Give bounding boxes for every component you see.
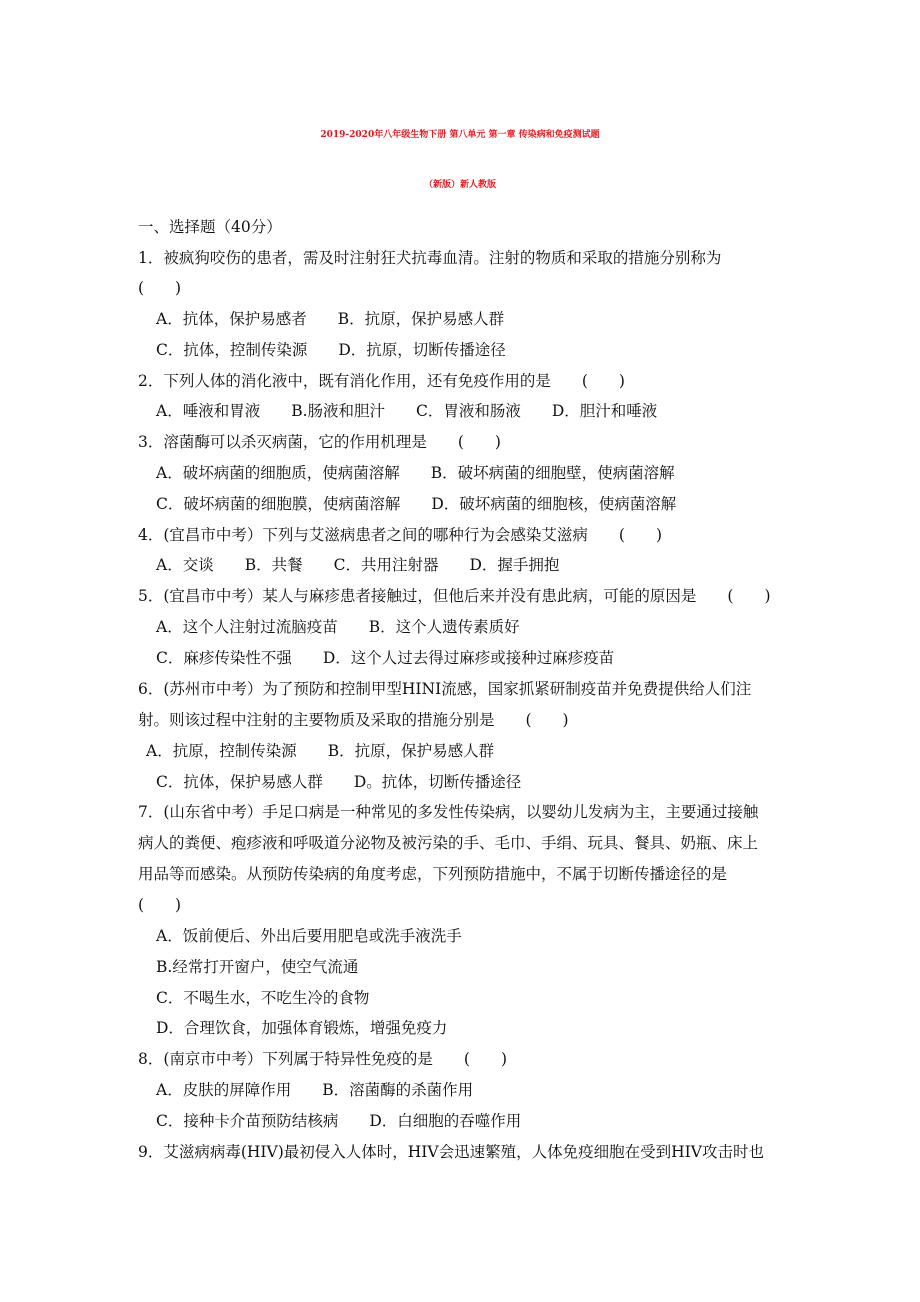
document-title-line-2: （新版）新人教版 [423, 180, 496, 190]
option-line: A．破坏病菌的细胞质，使病菌溶解 B．破坏病菌的细胞壁，使病菌溶解 [156, 464, 675, 482]
question-line: 用品等而感染。从预防传染病的角度考虑，下列预防措施中，不属于切断传播途径的是 [138, 865, 728, 883]
option-line: C．破坏病菌的细胞膜，使病菌溶解 D．破坏病菌的细胞核，使病菌溶解 [156, 495, 677, 513]
question-line: 6．(苏州市中考）为了预防和控制甲型HINI流感，国家抓紧研制疫苗并免费提供给人们注 [138, 680, 752, 698]
document-title-line-1: 2019-2020年八年级生物下册 第八单元 第一章 传染病和免疫测试题 [320, 130, 600, 140]
option-line: A．饭前便后、外出后要用肥皂或洗手液洗手 [156, 927, 462, 945]
option-line: A．这个人注射过流脑疫苗 B．这个人遗传素质好 [156, 618, 520, 636]
option-line: A．抗体，保护易感者 B．抗原，保护易感人群 [156, 310, 505, 328]
question-line: 3．溶菌酶可以杀灭病菌，它的作用机理是 ( ) [138, 433, 501, 451]
option-line: D．合理饮食，加强体育锻炼，增强免疫力 [156, 1019, 448, 1037]
section-heading: 一、选择题（40分） [138, 218, 282, 236]
option-line: C．接种卡介苗预防结核病 D．白细胞的吞噬作用 [156, 1112, 522, 1130]
question-line: 射。则该过程中注射的主要物质及采取的措施分别是 ( ) [138, 711, 569, 729]
question-line: 1．被疯狗咬伤的患者，需及时注射狂犬抗毒血清。注射的物质和采取的措施分别称为 [138, 249, 722, 267]
option-line: A．唾液和胃液 B.肠液和胆汁 C．胃液和肠液 D．胆汁和唾液 [156, 402, 658, 420]
question-line: 2．下列人体的消化液中，既有消化作用，还有免疫作用的是 ( ) [138, 372, 625, 390]
question-line: 9．艾滋病病毒(HIV)最初侵入人体时，HIV会迅速繁殖，人体免疫细胞在受到HIV攻击时也 [138, 1143, 764, 1161]
option-line: C．抗体，保护易感人群 D。抗体，切断传播途径 [156, 773, 522, 791]
question-line: 病人的粪便、疱疹液和呼吸道分泌物及被污染的手、毛巾、手绢、玩具、餐具、奶瓶、床上 [138, 834, 759, 852]
option-line: C．抗体，控制传染源 D．抗原，切断传播途径 [156, 341, 506, 359]
question-line: ( ) [138, 279, 182, 297]
option-line: C．不喝生水，不吃生冷的食物 [156, 989, 370, 1007]
question-line: 5．(宜昌市中考）某人与麻疹患者接触过，但他后来并没有患此病，可能的原因是 ( ) [138, 587, 771, 605]
question-line: ( ) [138, 896, 182, 914]
option-line: A．抗原，控制传染源 B．抗原，保护易感人群 [146, 742, 495, 760]
option-line: A．皮肤的屏障作用 B．溶菌酶的杀菌作用 [156, 1081, 474, 1099]
option-line: C．麻疹传染性不强 D．这个人过去得过麻疹或接种过麻疹疫苗 [156, 649, 615, 667]
question-line: 4．(宜昌市中考）下列与艾滋病患者之间的哪种行为会感染艾滋病 ( ) [138, 526, 663, 544]
question-line: 7．(山东省中考）手足口病是一种常见的多发性传染病，以婴幼儿发病为主，主要通过接触 [138, 803, 759, 821]
option-line: B.经常打开窗户，使空气流通 [156, 958, 359, 976]
question-line: 8．(南京市中考）下列属于特异性免疫的是 ( ) [138, 1050, 508, 1068]
option-line: A．交谈 B．共餐 C．共用注射器 D．握手拥抱 [156, 556, 560, 574]
